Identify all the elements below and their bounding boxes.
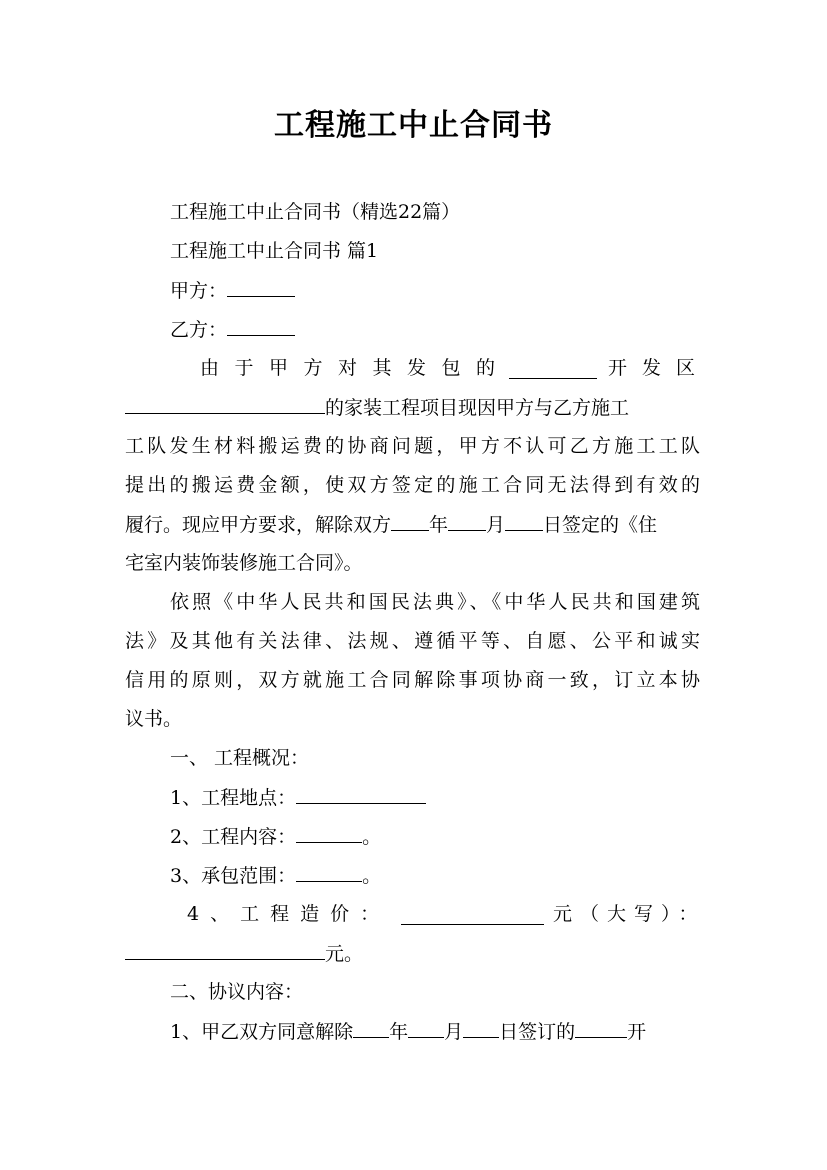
scope-blank [296,862,362,882]
agreement-year-label: 年 [389,1021,409,1043]
month-label: 月 [486,514,506,536]
item-2 [170,823,700,850]
year-blank [391,511,429,531]
intro-line-5 [125,511,700,538]
intro-line-2-text: 的家装工程项目现因甲方与乙方施工 [325,397,630,419]
section-1-heading: 一、 工程概况： [170,747,310,769]
item-3-period: 。 [362,865,382,887]
agreement-1-text: 1、甲乙双方同意解除 [170,1021,354,1043]
price-blank [401,905,544,925]
intro-line-3: 工队发生材料搬运费的协商问题，甲方不认可乙方施工工队 [125,435,700,457]
basis-line-4: 议书。 [125,708,183,730]
agreement-1-mid: 日签订的 [499,1021,576,1043]
item-3 [170,862,700,889]
month-blank [448,511,486,531]
item-4-suffix: 元（大写）： [553,903,706,925]
basis-line-3: 信用的原则，双方就施工合同解除事项协商一致，订立本协 [125,669,700,691]
document-subtitle: 工程施工中止合同书（精选22篇） [170,201,461,223]
section-heading: 工程施工中止合同书 篇1 [170,240,379,262]
party-b-blank [227,316,295,336]
item-2-label: 2、工程内容： [170,826,297,848]
party-a-label: 甲方： [170,280,228,302]
party-a-line [170,277,700,304]
agreement-project-blank [575,1018,627,1038]
year-label: 年 [429,514,449,536]
item-3-label: 3、承包范围： [170,865,297,887]
agreement-year-blank [353,1018,389,1038]
item-1 [170,784,700,811]
agreement-month-label: 月 [444,1021,464,1043]
intro-line-5-text: 履行。现应甲方要求，解除双方 [125,514,392,536]
intro-line-2 [125,394,700,421]
intro-line-1-end: 开发区 [608,357,711,379]
district-blank [125,394,325,414]
intro-line-6: 宅室内装饰装修施工合同》。 [125,552,363,574]
party-b-label: 乙方： [170,319,228,341]
basis-line-2: 法》及其他有关法律、法规、遵循平等、自愿、公平和诚实 [125,630,700,652]
developer-blank [509,359,597,379]
price-words-blank [125,940,325,960]
basis-line-1: 依照《中华人民共和国民法典》、《中华人民共和国建筑 [170,591,700,613]
party-a-blank [227,277,295,297]
content-blank [296,823,362,843]
item-4-end: 元。 [325,943,364,965]
agreement-day-blank [463,1018,499,1038]
item-4-continued [125,940,700,967]
item-4-label: 4、工程造价： [187,903,391,925]
party-b-line [170,316,700,343]
intro-line-4: 提出的搬运费金额，使双方签定的施工合同无法得到有效的 [125,474,700,496]
document-title: 工程施工中止合同书 [274,108,553,143]
intro-line-1-start: 由于甲方对其发包的 [200,357,511,379]
section-2-heading: 二、协议内容： [170,981,304,1003]
day-blank [505,511,543,531]
agreement-1-end: 开 [627,1021,647,1043]
agreement-month-blank [408,1018,444,1038]
intro-line-5-end: 日签定的《住 [543,514,658,536]
item-2-period: 。 [362,826,382,848]
agreement-item-1 [170,1018,700,1045]
item-1-label: 1、工程地点： [170,787,297,809]
location-blank [296,784,426,804]
